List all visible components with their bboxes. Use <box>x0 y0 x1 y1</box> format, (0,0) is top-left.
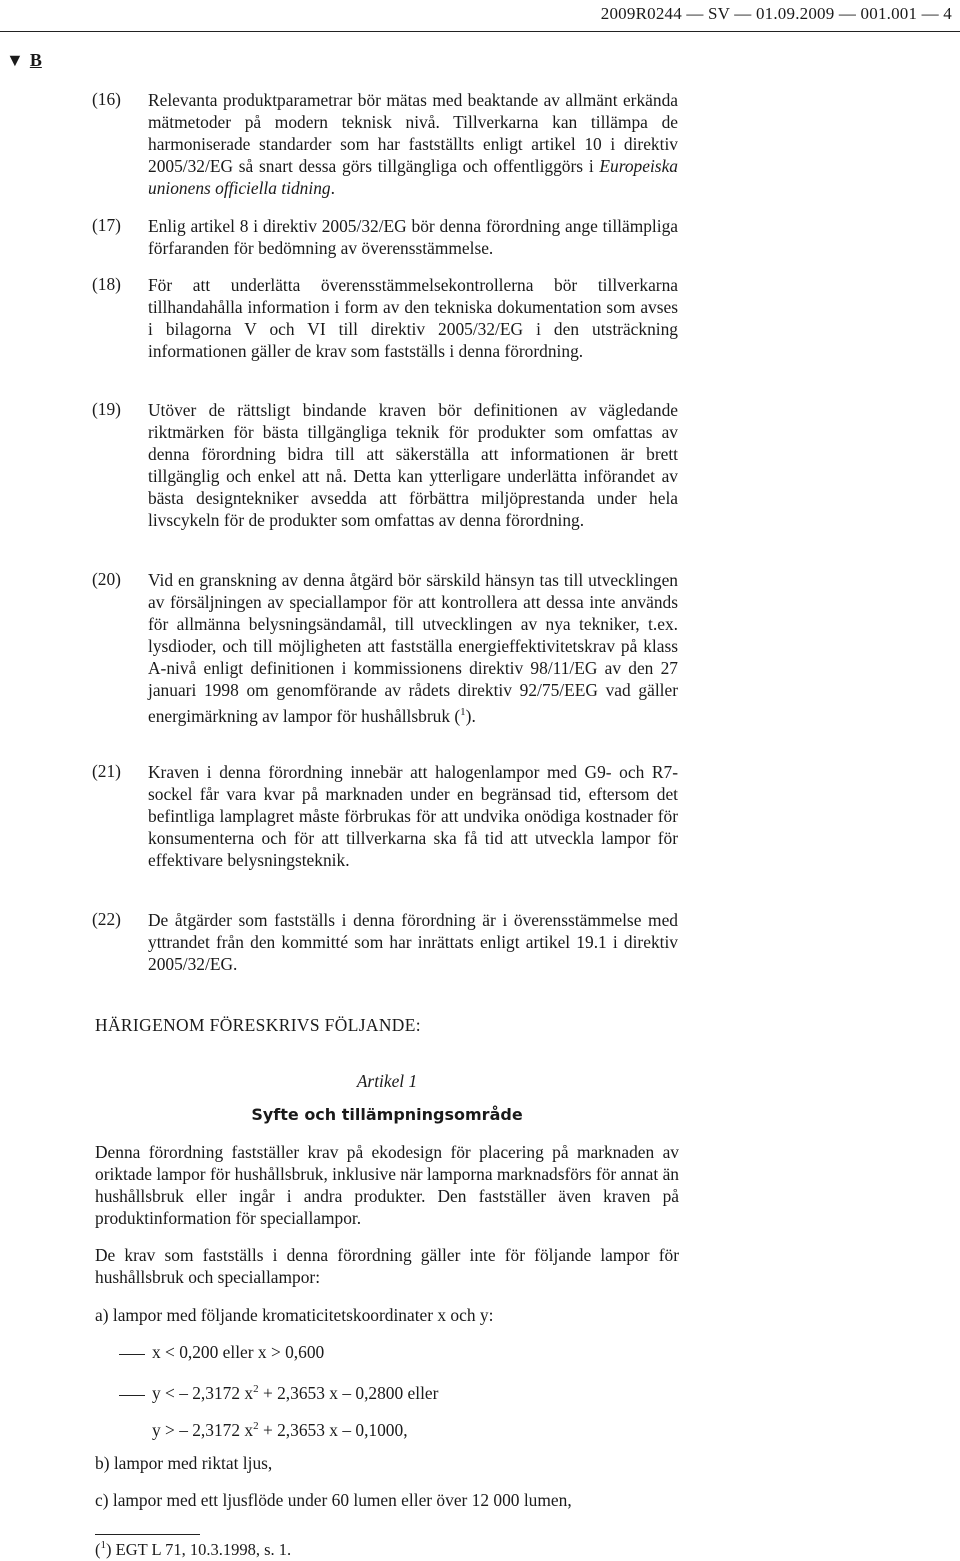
recital-text: Kraven i denna förordning innebär att halogenlampor med G9- och R7-sockel får vara kvar på marknaden under en begränsad tid, eftersom det befintliga lamplagret måste förbrukas för att undvika onödiga kostnader för konsumenterna och för att tillverkarna ska få tid att utveckla lampor för effektivare belysningsteknik. <box>148 762 678 870</box>
recital-21 <box>92 761 678 871</box>
recital-text: Relevanta produktparametrar bör mätas med beaktande av allmänt erkända mätmetoder på modern teknisk nivå. Tillverkarna kan tillämpa de harmoniserade standarder som har fastställts enligt artikel 10 i direktiv 2005/32/EG så snart dessa görs tillgängliga och offentliggörs i Europeiska unionens officiella tidning. <box>148 90 678 198</box>
list-item-b: b) lampor med riktat ljus, <box>95 1453 273 1473</box>
recital-18 <box>92 274 678 362</box>
recital-20 <box>92 569 678 727</box>
recital-19 <box>92 399 678 531</box>
recital-number: (17) <box>92 215 121 235</box>
amendment-label: B <box>29 50 42 70</box>
recital-17 <box>92 215 678 259</box>
recital-number: (16) <box>92 89 121 109</box>
list-item-c: c) lampor med ett ljusflöde under 60 lumen eller över 12 000 lumen, <box>95 1490 572 1510</box>
recital-text: Utöver de rättsligt bindande kraven bör definitionen av vägledande riktmärken för bästa tillgängliga teknik för produkter som omfattas av denna förordning bidra till att säkerställa att informationen är brett tillgänglig och enkel att nå. Detta kan ytterligare underlätta införandet av bästa designtekniker avsedda att förbättra miljöprestanda under hela livscykeln för de produkter som omfattas av denna förordning. <box>148 400 678 530</box>
header-rule <box>0 31 960 32</box>
recital-22 <box>92 909 678 975</box>
footnote-rule <box>95 1534 200 1535</box>
dash-mark <box>119 1354 145 1355</box>
recital-text: För att underlätta överensstämmelsekontrollerna bör tillverkarna tillhandahålla information i form av den tekniska dokumentation som avses i bilagorna V och VI till direktiv 2005/32/EG i den utsträckning informationen gäller de krav som fastställs i denna förordning. <box>148 275 678 361</box>
list-item-a: a) lampor med följande kromaticitetskoordinater x och y: <box>95 1305 494 1325</box>
recital-number: (19) <box>92 399 121 419</box>
dash-item-2: y < – 2,3172 $x^2 + 2,3653$ x – 0,2800 eller <box>119 1378 438 1404</box>
article-paragraph-2: De krav som fastställs i denna förordning gäller inte för följande lampor för hushållsbruk och speciallampor: <box>95 1245 679 1287</box>
down-triangle-icon: ▼ <box>6 50 24 70</box>
article-title: Artikel 1 <box>356 1071 418 1091</box>
journal-title: Europeiska unionens officiella tidning <box>148 156 678 198</box>
page-header: 2009R0244 — SV — 01.09.2009 — 001.001 — 4 <box>600 4 952 23</box>
recital-number: (22) <box>92 909 121 929</box>
dash-item-1: x < 0,200 eller x > 0,600 <box>119 1341 324 1363</box>
recital-number: (18) <box>92 274 121 294</box>
dash-item-continuation: y > – 2,3172 $x^2 + 2,3653$ x – 0,1000, <box>152 1420 408 1440</box>
recital-number: (21) <box>92 761 121 781</box>
recital-text: De åtgärder som fastställs i denna förordning är i överensstämmelse med yttrandet från den kommitté som har inrättats enligt artikel 19.1 i direktiv 2005/32/EG. <box>148 910 678 974</box>
amendment-marker <box>6 50 42 71</box>
enacting-formula: HÄRIGENOM FÖRESKRIVS FÖLJANDE: <box>95 1015 422 1035</box>
recital-text: Vid en granskning av denna åtgärd bör särskild hänsyn tas till utvecklingen av försäljningen av speciallampor för att kontrollera att dessa inte används för allmänna belysningsändamål, till utvecklingen av nya tekniker, t.ex. lysdioder, och till möjligheten att fastställa energieffektivitetskrav på klass A-nivå enligt definitionen i kommissionens direktiv 98/11/EG av den 27 januari 1998 om genomförande av rådets direktiv 92/75/EEG vad gäller energimärkning av lampor för hushållsbruk ($^1$). <box>148 570 678 726</box>
dash-mark <box>119 1395 145 1396</box>
recital-16 <box>92 89 678 199</box>
recital-number: (20) <box>92 569 121 589</box>
recital-text: Enlig artikel 8 i direktiv 2005/32/EG bör denna förordning ange tillämpliga förfaranden för bedömning av överensstämmelse. <box>148 216 678 258</box>
article-paragraph-1: Denna förordning fastställer krav på ekodesign för placering på marknaden av oriktade lampor för hushållsbruk, inklusive när lamporna marknadsförs för annat än hushållsbruk eller ingår i andra produkter. Den fastställer även kraven på produktinformation för speciallampor. <box>95 1142 679 1228</box>
footnote: ($^1$) EGT L 71, 10.3.1998, s. 1. <box>95 1539 292 1559</box>
article-heading: Syfte och tillämpningsområde <box>251 1105 523 1124</box>
footnote-ref[interactable]: 1 <box>460 706 466 718</box>
